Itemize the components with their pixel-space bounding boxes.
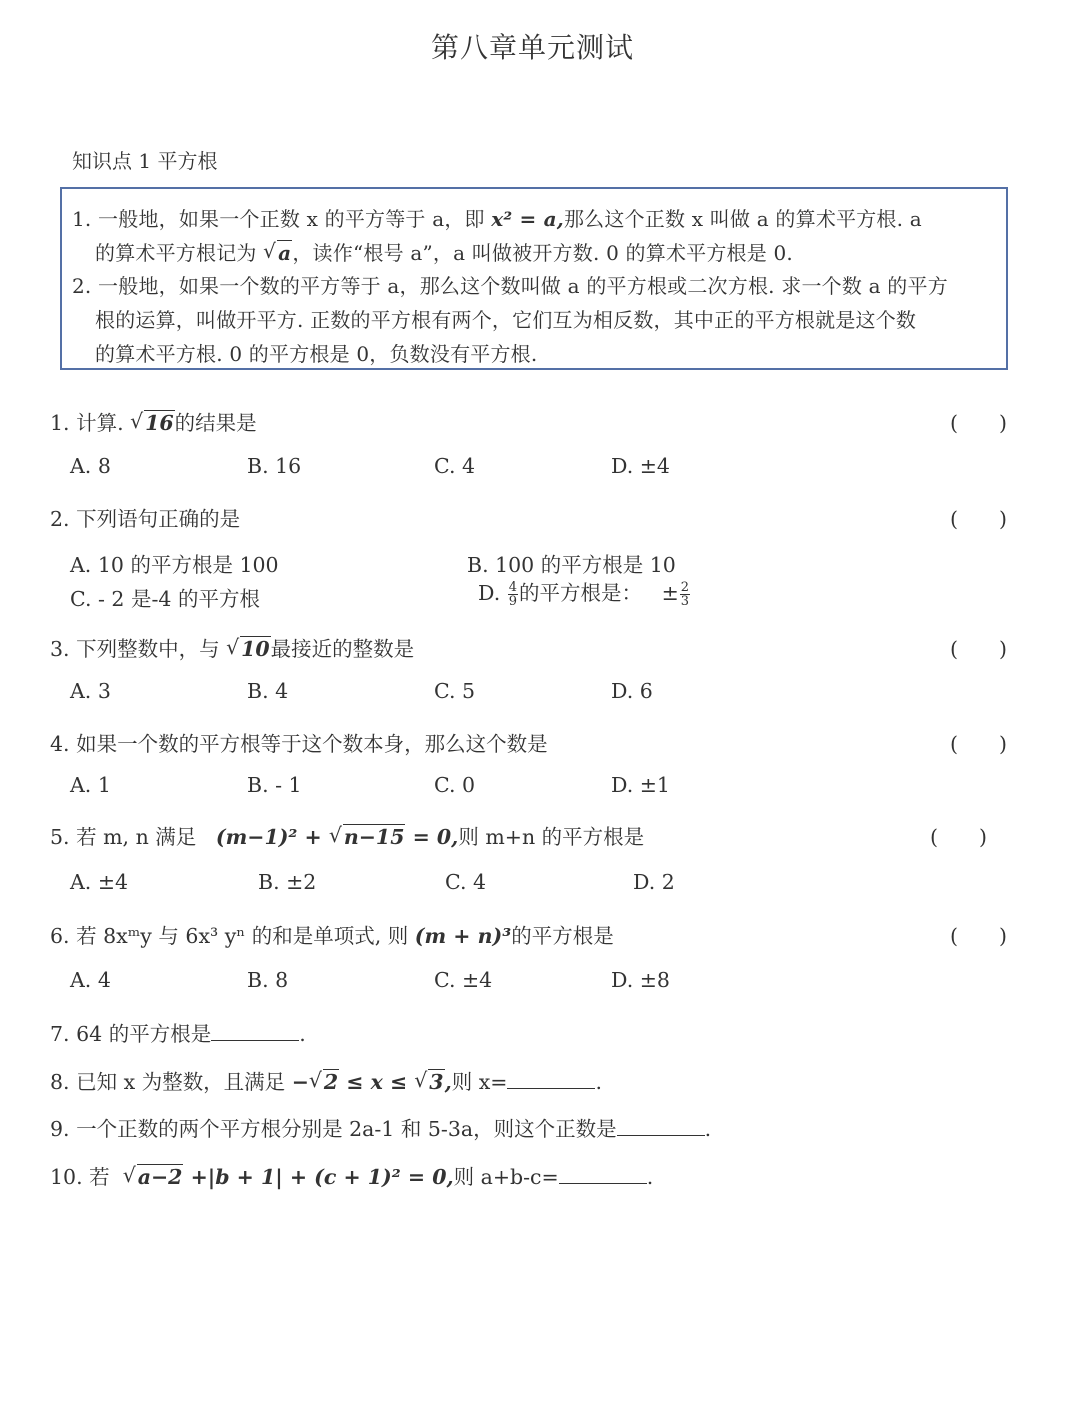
- knowledge-line-3: 2. 一般地，如果一个数的平方等于 a，那么这个数叫做 a 的平方根或二次方根. 求一个数 a 的平方: [72, 274, 948, 298]
- q10-answer-blank[interactable]: [559, 1165, 647, 1184]
- knowledge-line-4: 根的运算，叫做开平方. 正数的平方根有两个，它们互为相反数，其中正的平方根就是这个数: [95, 308, 917, 332]
- answer-paren-6[interactable]: ( ): [950, 924, 1007, 948]
- q6-option-a[interactable]: A. 4: [70, 968, 111, 992]
- q5-option-a[interactable]: A. ±4: [70, 870, 129, 894]
- answer-paren-4[interactable]: ( ): [950, 732, 1007, 756]
- q5-option-c[interactable]: C. 4: [445, 870, 487, 894]
- question-8: 8. 已知 x 为整数，且满足 −√ 2 ≤ x ≤ √ 3,则 x= .: [50, 1065, 602, 1095]
- q2-option-c[interactable]: C. - 2 是-4 的平方根: [70, 587, 260, 611]
- question-7: 7. 64 的平方根是 .: [50, 1022, 306, 1046]
- question-2: 2. 下列语句正确的是: [50, 507, 241, 531]
- q6-option-c[interactable]: C. ±4: [434, 968, 493, 992]
- question-9: 9. 一个正数的两个平方根分别是 2a-1 和 5-3a，则这个正数是 .: [50, 1117, 712, 1141]
- q1-option-a[interactable]: A. 8: [70, 454, 111, 478]
- q3-option-b[interactable]: B. 4: [247, 679, 289, 703]
- q4-option-c[interactable]: C. 0: [434, 773, 476, 797]
- q7-answer-blank[interactable]: [211, 1022, 299, 1041]
- q4-option-a[interactable]: A. 1: [70, 773, 111, 797]
- q6-option-b[interactable]: B. 8: [247, 968, 289, 992]
- q2-option-a[interactable]: A. 10 的平方根是 100: [70, 553, 279, 577]
- q4-option-d[interactable]: D. ±1: [611, 773, 670, 797]
- knowledge-line-5: 的算术平方根. 0 的平方根是 0，负数没有平方根.: [95, 342, 538, 366]
- q6-option-d[interactable]: D. ±8: [611, 968, 670, 992]
- q1-option-b[interactable]: B. 16: [247, 454, 302, 478]
- section-heading: 知识点 1 平方根: [72, 149, 218, 173]
- question-5: 5. 若 m, n 满足 (m−1)² + √ n−15 = 0,则 m+n 的平方根是: [50, 820, 644, 850]
- question-4: 4. 如果一个数的平方根等于这个数本身，那么这个数是: [50, 732, 548, 756]
- answer-paren-1[interactable]: ( ): [950, 411, 1007, 435]
- q4-option-b[interactable]: B. - 1: [247, 773, 302, 797]
- answer-paren-2[interactable]: ( ): [950, 507, 1007, 531]
- knowledge-line-1: 1. 一般地，如果一个正数 x 的平方等于 a，即 x² = a,那么这个正数 x 叫做 a 的算术平方根. a: [72, 207, 922, 231]
- question-10: 10. 若 √ a−2 +|b + 1| + (c + 1)² = 0,则 a+b-c= .: [50, 1160, 653, 1190]
- question-1: 1. 计算. √ 16的结果是: [50, 406, 257, 436]
- answer-paren-3[interactable]: ( ): [950, 637, 1007, 661]
- q1-option-c[interactable]: C. 4: [434, 454, 476, 478]
- q2-option-b[interactable]: B. 100 的平方根是 10: [467, 553, 676, 577]
- q3-option-d[interactable]: D. 6: [611, 679, 653, 703]
- page-title: 第八章单元测试: [430, 31, 634, 64]
- q5-option-b[interactable]: B. ±2: [258, 870, 317, 894]
- knowledge-line-2: 的算术平方根记为 √ a，读作“根号 a”，a 叫做被开方数. 0 的算术平方根是 0.: [95, 237, 793, 266]
- question-3: 3. 下列整数中，与 √ 10最接近的整数是: [50, 632, 414, 662]
- q1-option-d[interactable]: D. ±4: [611, 454, 670, 478]
- q9-answer-blank[interactable]: [617, 1117, 705, 1136]
- q3-option-a[interactable]: A. 3: [70, 679, 111, 703]
- q8-answer-blank[interactable]: [507, 1070, 595, 1089]
- q5-option-d[interactable]: D. 2: [633, 870, 675, 894]
- question-6: 6. 若 8xᵐy 与 6x³ yⁿ 的和是单项式, 则 (m + n)³的平方根是: [50, 924, 614, 948]
- q2-option-d[interactable]: D. $\frac{4}{9}$ 的平方根是： ± $\frac{2}{3}$: [478, 580, 690, 609]
- q3-option-c[interactable]: C. 5: [434, 679, 476, 703]
- answer-paren-5[interactable]: ( ): [930, 825, 987, 849]
